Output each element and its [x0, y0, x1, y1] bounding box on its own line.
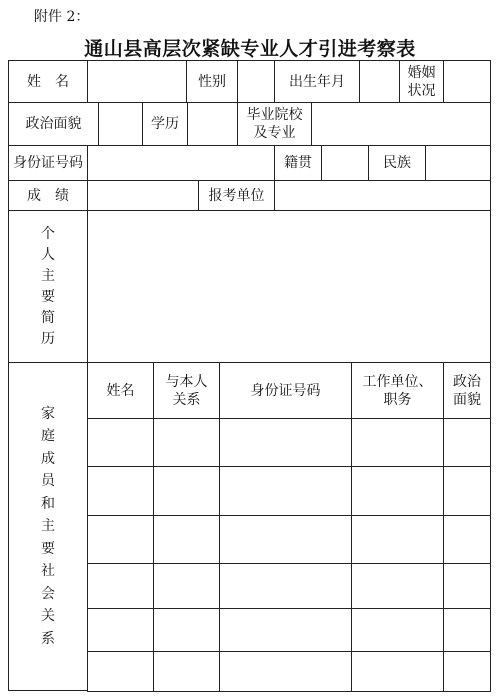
- gender-field[interactable]: [237, 60, 275, 103]
- family-cell-name[interactable]: [87, 651, 154, 692]
- family-cell-political[interactable]: [443, 608, 491, 652]
- id-number-label: 身份证号码: [8, 145, 88, 181]
- school-field[interactable]: [311, 102, 491, 146]
- family-cell-relation[interactable]: [153, 515, 220, 564]
- political-field[interactable]: [98, 102, 143, 146]
- family-cell-id[interactable]: [219, 418, 352, 467]
- ethnicity-label: 民族: [368, 145, 426, 181]
- family-cell-political[interactable]: [443, 651, 491, 692]
- family-cell-id[interactable]: [219, 608, 352, 652]
- marital-field[interactable]: [443, 60, 491, 103]
- native-place-field[interactable]: [321, 145, 369, 181]
- family-cell-work[interactable]: [351, 563, 444, 609]
- family-cell-political[interactable]: [443, 515, 491, 564]
- family-cell-political[interactable]: [443, 563, 491, 609]
- family-cell-work[interactable]: [351, 608, 444, 652]
- birth-field[interactable]: [359, 60, 400, 103]
- family-cell-name[interactable]: [87, 418, 154, 467]
- family-header-political: 政治面貌: [443, 362, 491, 419]
- form-title: 通山县高层次紧缺专业人才引进考察表: [84, 38, 416, 60]
- family-cell-name[interactable]: [87, 563, 154, 609]
- family-cell-political[interactable]: [443, 466, 491, 516]
- ethnicity-field[interactable]: [425, 145, 491, 181]
- family-cell-work[interactable]: [351, 418, 444, 467]
- family-cell-id[interactable]: [219, 466, 352, 516]
- name-field[interactable]: [87, 60, 187, 103]
- family-cell-name[interactable]: [87, 466, 154, 516]
- family-header-relation: 与本人关系: [153, 362, 220, 419]
- resume-label: [8, 210, 88, 363]
- family-cell-id[interactable]: [219, 563, 352, 609]
- education-label: 学历: [142, 102, 188, 146]
- resume-label-text: 个人主要简历: [41, 225, 55, 347]
- family-cell-relation[interactable]: [153, 651, 220, 692]
- family-cell-political[interactable]: [443, 418, 491, 467]
- family-cell-work[interactable]: [351, 651, 444, 692]
- family-cell-relation[interactable]: [153, 466, 220, 516]
- family-cell-name[interactable]: [87, 608, 154, 652]
- family-header-name: 姓名: [87, 362, 154, 419]
- gender-label: 性别: [186, 60, 238, 103]
- school-label: 毕业院校及专业: [237, 102, 312, 146]
- applied-unit-field[interactable]: [274, 180, 491, 211]
- family-cell-relation[interactable]: [153, 608, 220, 652]
- score-field[interactable]: [87, 180, 199, 211]
- family-header-id: 身份证号码: [219, 362, 352, 419]
- attachment-label: 附件 2：: [34, 9, 90, 25]
- family-header-work: 工作单位、职务: [351, 362, 444, 419]
- family-cell-name[interactable]: [87, 515, 154, 564]
- family-cell-id[interactable]: [219, 651, 352, 692]
- family-cell-relation[interactable]: [153, 563, 220, 609]
- birth-label: 出生年月: [274, 60, 360, 103]
- family-cell-work[interactable]: [351, 466, 444, 516]
- applied-unit-label: 报考单位: [198, 180, 275, 211]
- family-section-label-text: 家庭成员和主要社会关系: [41, 405, 55, 647]
- political-label: 政治面貌: [8, 102, 99, 146]
- native-place-label: 籍贯: [274, 145, 322, 181]
- family-cell-relation[interactable]: [153, 418, 220, 467]
- family-section-label: [8, 362, 88, 691]
- marital-label: 婚姻状况: [399, 60, 444, 103]
- family-cell-id[interactable]: [219, 515, 352, 564]
- resume-field[interactable]: [87, 210, 491, 363]
- education-field[interactable]: [187, 102, 238, 146]
- id-number-field[interactable]: [87, 145, 275, 181]
- family-cell-work[interactable]: [351, 515, 444, 564]
- score-label: 成 绩: [8, 180, 88, 211]
- name-label: 姓 名: [8, 60, 88, 103]
